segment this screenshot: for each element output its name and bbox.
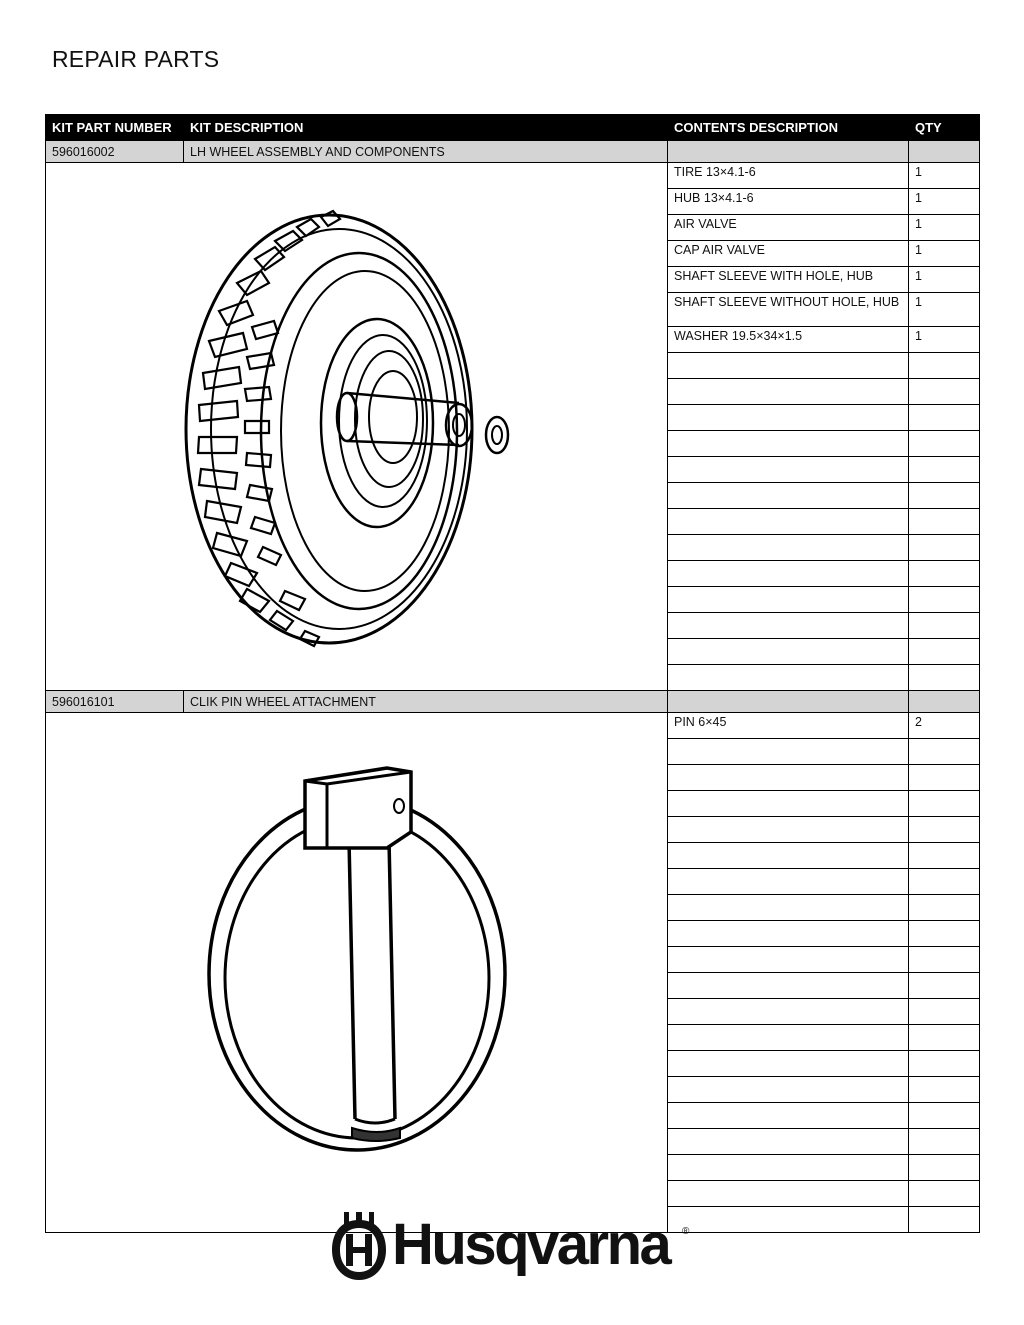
item-qty: 1 xyxy=(909,293,980,327)
clik-pin-illustration xyxy=(46,713,668,1233)
item-description: AIR VALVE xyxy=(668,215,909,241)
table-row xyxy=(46,163,980,189)
page-title: REPAIR PARTS xyxy=(52,46,220,72)
item-description: SHAFT SLEEVE WITHOUT HOLE, HUB xyxy=(668,293,909,327)
clik-pin-drawing xyxy=(47,744,667,1202)
item-qty: 1 xyxy=(909,189,980,215)
header-contents-description: CONTENTS DESCRIPTION xyxy=(668,115,909,141)
wheel-assembly-drawing xyxy=(47,191,667,663)
wheel-assembly-illustration xyxy=(46,163,668,691)
husqvarna-logo xyxy=(330,1208,692,1288)
header-kit-part-number: KIT PART NUMBER xyxy=(46,115,184,141)
header-qty: QTY xyxy=(909,115,980,141)
item-description: WASHER 19.5×34×1.5 xyxy=(668,327,909,353)
kit-part-number: 596016002 xyxy=(46,141,184,163)
item-description: SHAFT SLEEVE WITH HOLE, HUB xyxy=(668,267,909,293)
brand-wordmark: Husqvarna xyxy=(392,1212,670,1277)
kit-part-number: 596016101 xyxy=(46,691,184,713)
kit-row xyxy=(46,141,980,163)
item-qty: 1 xyxy=(909,215,980,241)
kit-description: CLIK PIN WHEEL ATTACHMENT xyxy=(184,691,668,713)
item-qty: 1 xyxy=(909,267,980,293)
item-description: CAP AIR VALVE xyxy=(668,241,909,267)
header-kit-description: KIT DESCRIPTION xyxy=(184,115,668,141)
item-description: TIRE 13×4.1-6 xyxy=(668,163,909,189)
kit-row xyxy=(46,691,980,713)
item-qty: 1 xyxy=(909,241,980,267)
item-qty: 2 xyxy=(909,713,980,739)
kit-description: LH WHEEL ASSEMBLY AND COMPONENTS xyxy=(184,141,668,163)
repair-parts-table xyxy=(45,114,980,1233)
table-row xyxy=(46,713,980,739)
husqvarna-crown-h-icon xyxy=(330,1212,388,1284)
item-description: HUB 13×4.1-6 xyxy=(668,189,909,215)
item-description: PIN 6×45 xyxy=(668,713,909,739)
table-header-row xyxy=(46,115,980,141)
registered-mark: ® xyxy=(682,1226,690,1237)
item-qty: 1 xyxy=(909,163,980,189)
item-qty: 1 xyxy=(909,327,980,353)
